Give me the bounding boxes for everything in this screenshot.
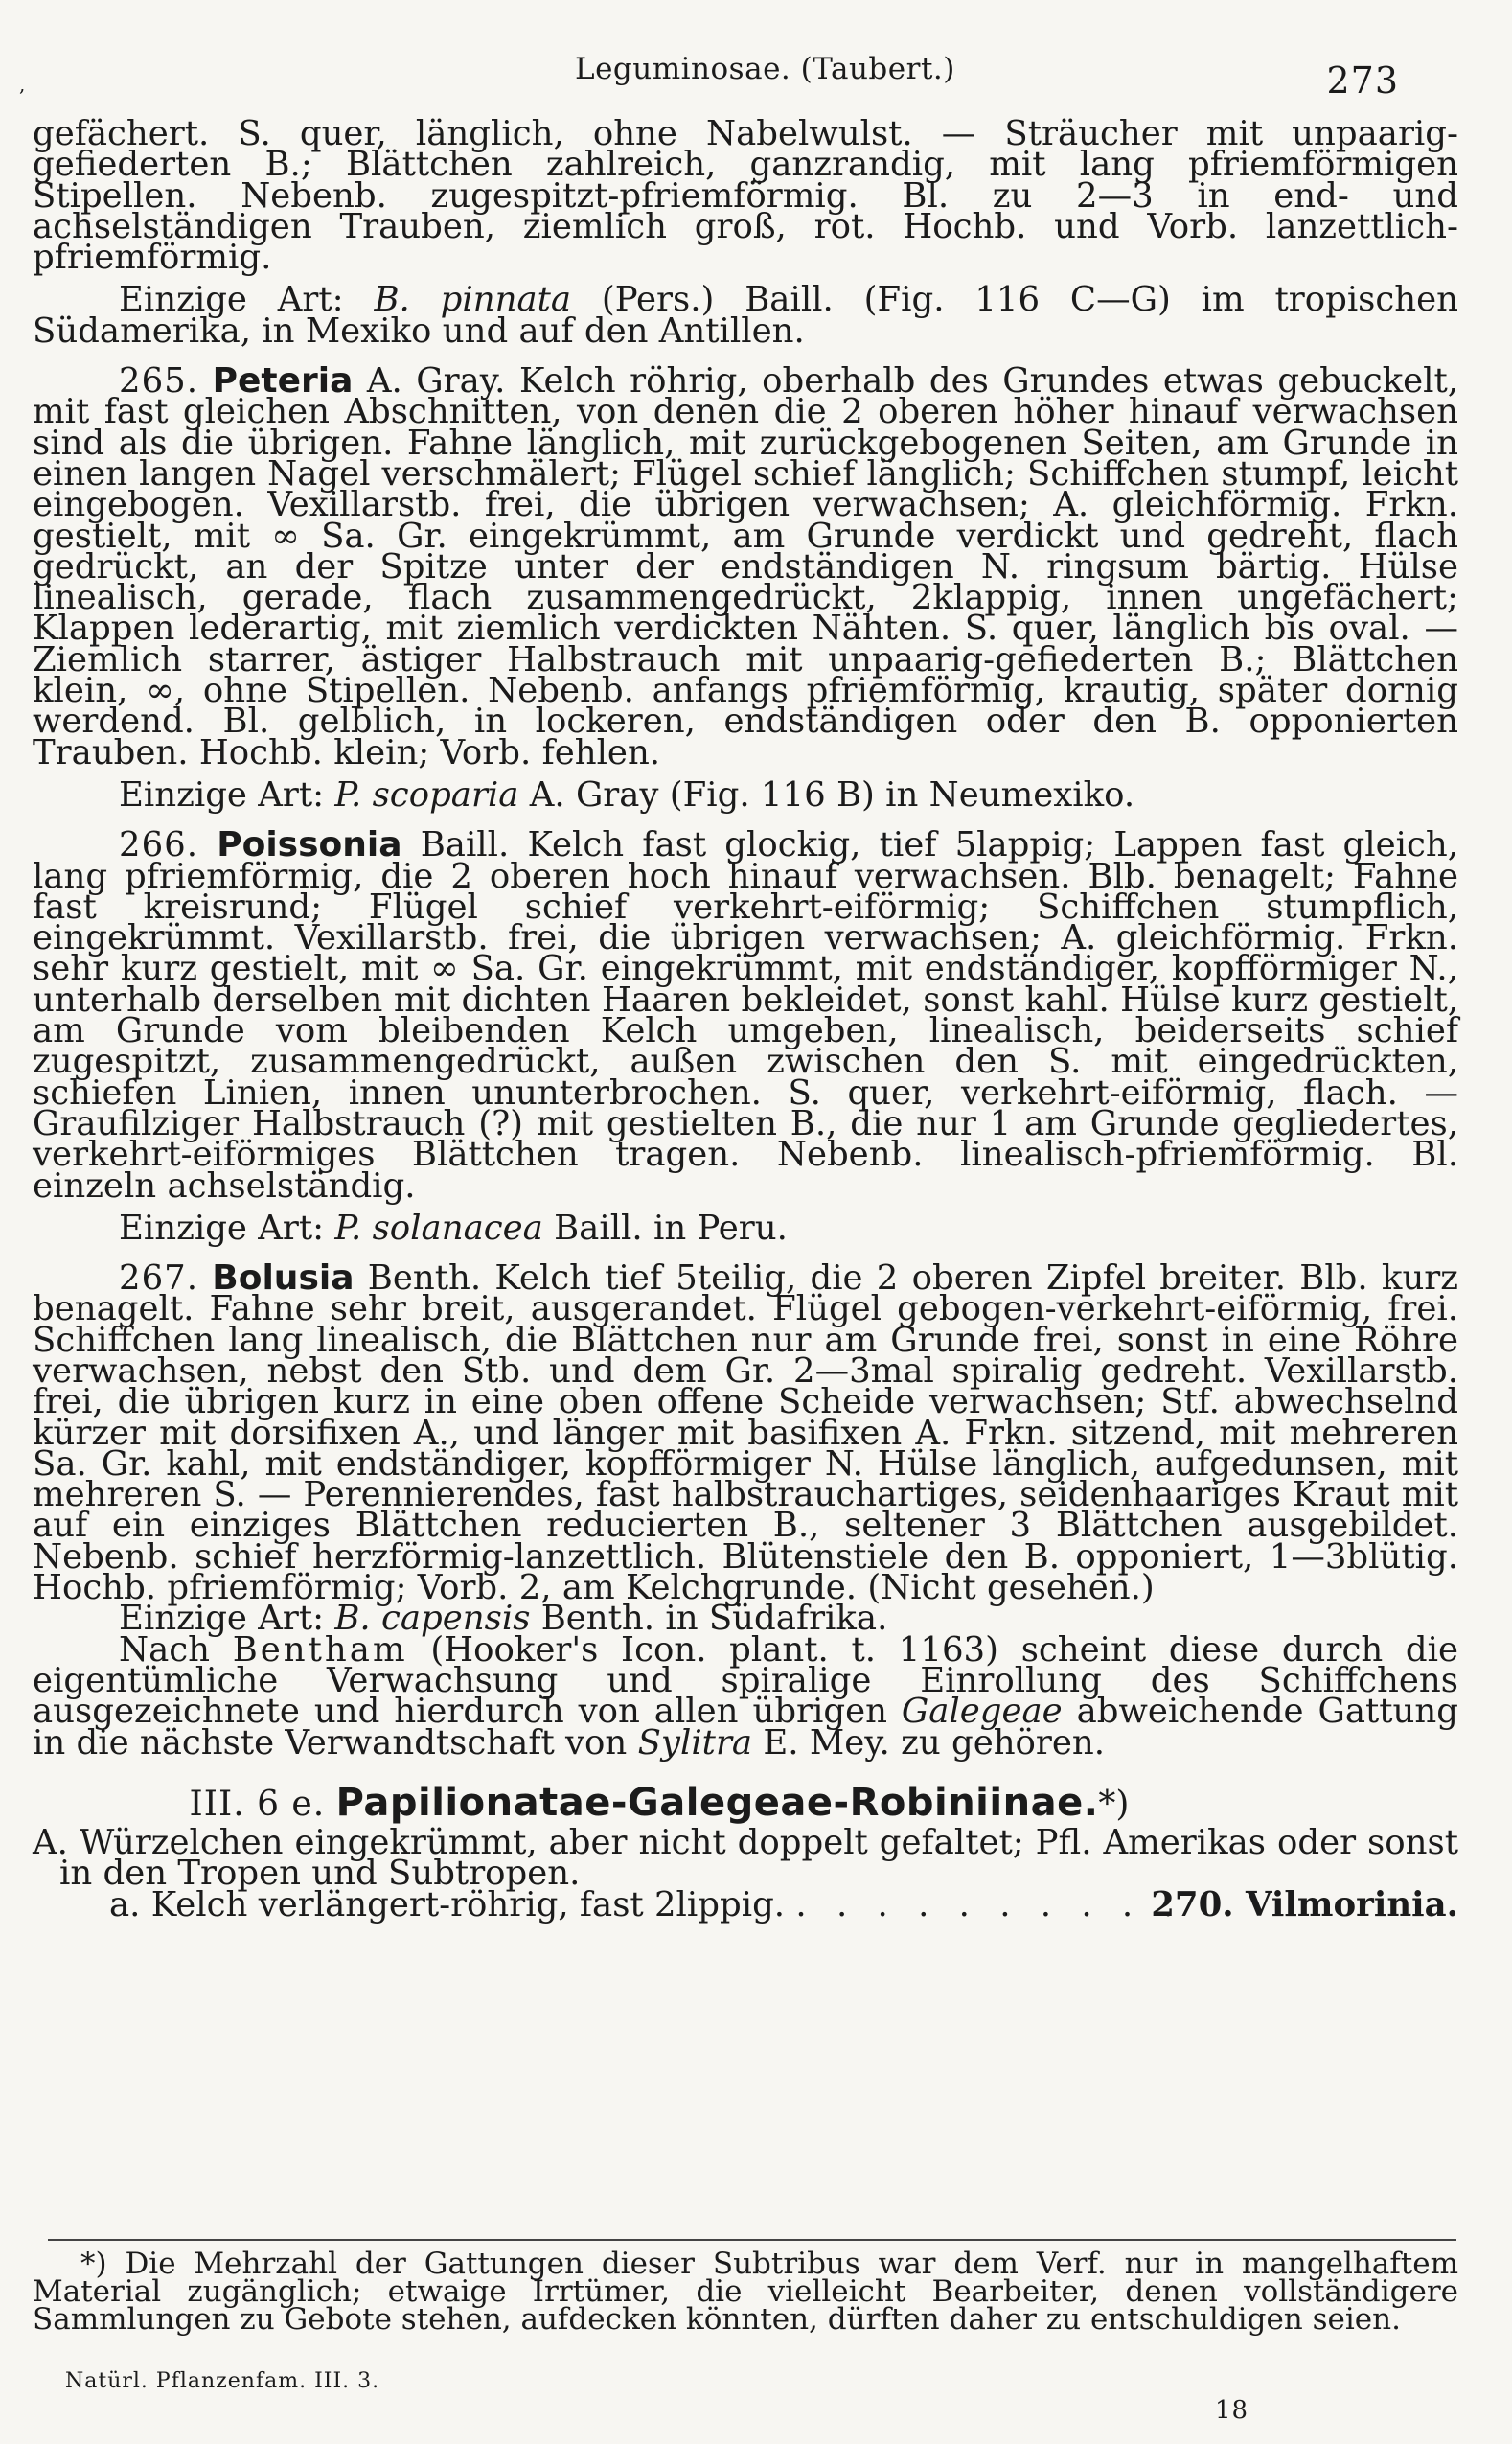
note-middle: abweichende Gattung in die nächste Verwandtschaft von	[33, 1692, 1458, 1763]
genus-number: 265.	[119, 361, 199, 402]
footnote-reference: *)	[1098, 1784, 1130, 1824]
note-suffix: E. Mey. zu gehören.	[752, 1722, 1106, 1763]
running-head: Leguminosae. (Taubert.)	[575, 52, 955, 86]
genus-author: Benth.	[354, 1258, 482, 1299]
note-galegeae: Galegeae	[901, 1692, 1063, 1732]
species-prefix: Einzige Art:	[119, 1208, 335, 1248]
intro-species-line	[33, 280, 1459, 351]
genus-species-line	[33, 774, 1458, 815]
genus-name: Poissonia	[217, 825, 402, 865]
key-target-genus: 270. Vilmorinia.	[1151, 1884, 1458, 1925]
intro-text: gefächert. S. quer, länglich, ohne Nabelwulst. — Sträucher mit unpaarig-gefiederten B.; Blättchen zahlreich, ganzrandig, mit lang pfriemförmigen Stipellen. Nebenb. zugespitzt-pfriemförmig. Bl. zu 2—3 in end- und achselständigen Trauben, ziemlich groß, rot. Hochb. und Vorb. lanzettlich-pfriemförmig.	[33, 114, 1458, 278]
genus-description: Kelch fast glockig, tief 5lappig; Lappen fast gleich, lang pfriemförmig, die 2 oberen hoch hinauf verwachsen. Blb. benagelt; Fahne fast kreisrund; Flügel schief verkehrt-eiförmig; Schiffchen stumpflich, eingekrümmt. Vexillarstb. frei, die übrigen verwachsen; A. gleichförmig. Frkn. sehr kurz gestielt, mit ∞ Sa. Gr. eingekrümmt, mit endständiger, kopfförmiger N., unterhalb derselben mit dichten Haaren bekleidet, sonst kahl. Hülse kurz gestielt, am Grunde vom bleibenden Kelch umgeben, linealisch, beiderseits schief zugespitzt, zusammengedrückt, außen zwischen den S. mit eingedrückten, schiefen Linien, innen ununterbrochen. S. quer, verkehrt-eiförmig, flach. — Graufilziger Halbstrauch (?) mit gestielten B., die nur 1 am Grunde gegliedertes, verkehrt-eiförmiges Blättchen tragen. Nebenb. linealisch-pfriemförmig. Bl. einzeln achselständig.	[33, 825, 1458, 1206]
species-suffix: (Pers.) Baill. (Fig. 116 C—G) im tropischen Südamerika, in Mexiko und auf den Antillen.	[33, 280, 1459, 351]
species-suffix: A. Gray (Fig. 116 B) in Neumexiko.	[518, 774, 1135, 815]
page-header	[0, 50, 1512, 107]
section-label: III. 6 e.	[189, 1784, 326, 1824]
species-prefix: Einzige Art:	[119, 1599, 335, 1639]
species-prefix: Einzige Art:	[119, 774, 335, 815]
footer-source: Natürl. Pflanzenfam. III. 3.	[65, 2369, 380, 2393]
corner-mark: ,	[19, 73, 26, 96]
genus-entry-poissonia	[33, 825, 1458, 1206]
key-couplet-a-sub	[33, 1884, 1458, 1925]
species-name: P. scoparia	[334, 774, 519, 815]
footnote	[33, 2247, 1458, 2337]
genus-name: Peteria	[212, 361, 354, 402]
genus-name: Bolusia	[212, 1258, 355, 1299]
key-leader-dots: . . . . . . . . . .	[795, 1884, 1183, 1925]
note-paragraph	[33, 1629, 1458, 1763]
species-suffix: Baill. in Peru.	[542, 1208, 788, 1248]
species-name: P. solanacea	[334, 1208, 543, 1248]
note-sylitra: Sylitra	[637, 1722, 753, 1763]
note-author: Bentham	[232, 1629, 408, 1670]
genus-number: 267.	[119, 1258, 199, 1299]
species-name: B. capensis	[334, 1599, 531, 1639]
key-couplet-a	[33, 1823, 1458, 1894]
key-sub-text: a. Kelch verlängert-röhrig, fast 2lippig.	[109, 1884, 786, 1925]
genus-species-line	[33, 1208, 1458, 1248]
intro-paragraph	[33, 114, 1458, 278]
note-prefix: Nach	[119, 1629, 233, 1670]
section-heading	[33, 1780, 1458, 1825]
footnote-divider	[48, 2239, 1456, 2241]
main-text	[33, 114, 1459, 1925]
genus-description: Kelch röhrig, oberhalb des Grundes etwas gebuckelt, mit fast gleichen Abschnitten, von denen die 2 oberen höher hinauf verwachsen sind als die übrigen. Fahne länglich, mit zurückgebogenen Seiten, am Grunde in einen langen Nagel verschmälert; Flügel schief länglich; Schiffchen stumpf, leicht eingebogen. Vexillarstb. frei, die übrigen verwachsen; A. gleichförmig. Frkn. gestielt, mit ∞ Sa. Gr. eingekrümmt, am Grunde verdickt und gedreht, flach gedrückt, an der Spitze unter der endständigen N. ringsum bärtig. Hülse linealisch, gerade, flach zusammengedrückt, 2klappig, innen ungefächert; Klappen lederartig, mit ziemlich verdickten Nähten. S. quer, länglich bis oval. — Ziemlich starrer, ästiger Halbstrauch mit unpaarig-gefiederten B.; Blättchen klein, ∞, ohne Stipellen. Nebenb. anfangs pfriemförmig, krautig, später dornig werdend. Bl. gelblich, in lockeren, endständigen oder den B. opponierten Trauben. Hochb. klein; Vorb. fehlen.	[33, 361, 1459, 772]
signature-mark: 18	[1215, 2396, 1249, 2425]
note-citation: (Hooker's Icon. plant. t. 1163) scheint diese durch die eigentümliche Verwachsung und spiralige Einrollung des Schiffchens ausgezeichnete und hierdurch von allen übrigen	[33, 1629, 1458, 1732]
genus-author: Baill.	[401, 825, 510, 865]
footnote-text: *) Die Mehrzahl der Gattungen dieser Subtribus war dem Verf. nur in mangelhaftem Material zugänglich; etwaige Irrtümer, die vielleicht Bearbeiter, denen vollständigere Sammlungen zu Gebote stehen, aufdecken könnten, dürften daher zu entschuldigen seien.	[33, 2247, 1458, 2337]
section-name: Papilionatae-Galegeae-Robiniinae.	[335, 1780, 1099, 1825]
genus-description: Kelch tief 5teilig, die 2 oberen Zipfel breiter. Blb. kurz benagelt. Fahne sehr breit, ausgerandet. Flügel gebogen-verkehrt-eiförmig, frei. Schiffchen lang linealisch, die Blättchen nur am Grunde frei, sonst in eine Röhre verwachsen, nebst den Stb. und dem Gr. 2—3mal spiralig gedreht. Vexillarstb. frei, die übrigen kurz in eine oben offene Scheide verwachsen; Stf. abwechselnd kürzer mit dorsifixen A., und länger mit basifixen A. Frkn. sitzend, mit mehreren Sa. Gr. kahl, mit endständiger, kopfförmiger N. Hülse länglich, aufgedunsen, mit mehreren S. — Perennierendes, fast halbstrauchartiges, seidenhaariges Kraut mit auf ein einziges Blättchen reducierten B., seltener 3 Blättchen ausgebildet. Nebenb. schief herzförmig-lanzettlich. Blütenstiele den B. opponiert, 1—3blütig. Hochb. pfriemförmig; Vorb. 2, am Kelchgrunde. (Nicht gesehen.)	[33, 1258, 1458, 1608]
genus-author: A. Gray.	[353, 361, 506, 402]
species-suffix: Benth. in Südafrika.	[530, 1599, 888, 1639]
genus-number: 266.	[119, 825, 199, 865]
genus-entry-bolusia	[33, 1258, 1458, 1608]
page-number: 273	[1326, 59, 1399, 102]
species-prefix: Einzige Art:	[119, 280, 375, 320]
key-a-text: A. Würzelchen eingekrümmt, aber nicht doppelt gefaltet; Pfl. Amerikas oder sonst in den Tropen und Subtropen.	[33, 1823, 1458, 1894]
genus-entry-peteria	[33, 361, 1459, 772]
species-name: B. pinnata	[374, 280, 572, 320]
